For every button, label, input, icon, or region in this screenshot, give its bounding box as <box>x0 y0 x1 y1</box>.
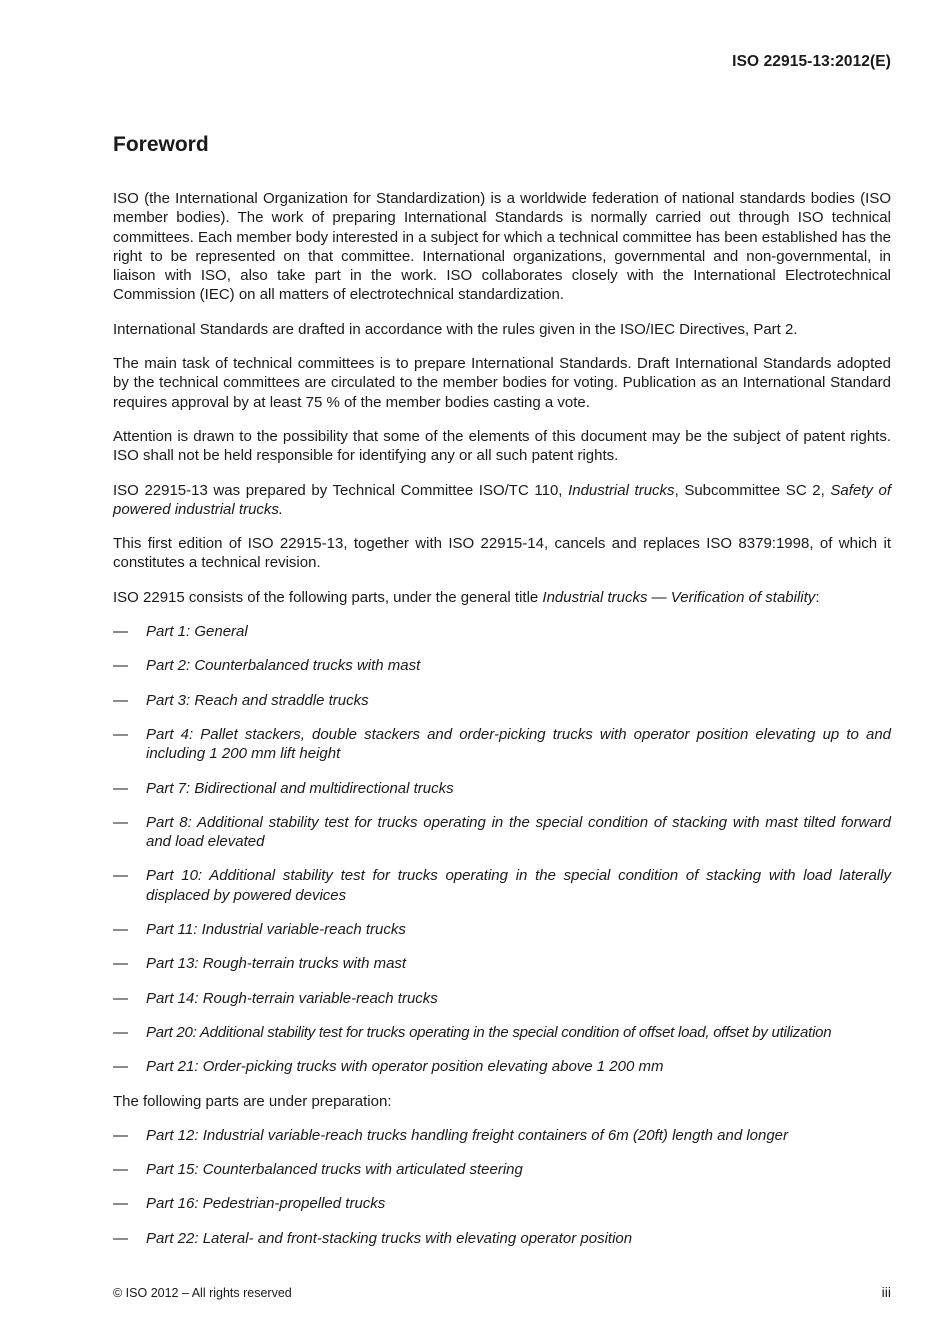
part-title: Part 11: Industrial variable-reach trucks <box>146 921 406 939</box>
part-title: Part 13: Rough-terrain trucks with mast <box>146 955 407 973</box>
part-title: Part 16: Pedestrian-propelled trucks <box>146 1195 386 1213</box>
list-item <box>113 1229 891 1248</box>
part-title: Part 20: Additional stability test for trucks operating in the special condition of offset load, offset by utilization <box>146 1023 832 1041</box>
dash-bullet: — <box>113 779 128 797</box>
dash-bullet: — <box>113 1161 128 1179</box>
committee-text-2: , Subcommittee SC 2, <box>674 481 831 499</box>
list-item <box>113 866 891 905</box>
dash-bullet: — <box>113 1023 128 1041</box>
part-title: Part 10: Additional stability test for trucks operating in the special condition of stacking with load laterally displaced by powered devices <box>146 867 891 904</box>
parts-in-preparation-list <box>113 1126 891 1248</box>
parts-published-list <box>113 622 891 1076</box>
list-item <box>113 954 891 973</box>
dash-bullet: — <box>113 989 128 1007</box>
list-item <box>113 1160 891 1179</box>
list-item <box>113 725 891 764</box>
list-item <box>113 779 891 798</box>
foreword-page <box>113 130 891 1263</box>
list-item <box>113 622 891 641</box>
list-item <box>113 691 891 710</box>
paragraph-iso-intro: ISO (the International Organization for Standardization) is a worldwide federation of national standards bodies (ISO member bodies). The work of preparing International Standards is normally carried out through ISO technical committees. Each member body interested in a subject for which a technical committee has been established has the right to be represented on that committee. International organizations, governmental and non-governmental, in liaison with ISO, also take part in the work. ISO collaborates closely with the International Electrotechnical Commission (IEC) on all matters of electrotechnical standardization. <box>113 190 891 304</box>
dash-bullet: — <box>113 1058 128 1076</box>
document-reference: ISO 22915-13:2012(E) <box>732 53 891 70</box>
committee-name: Industrial trucks <box>568 481 675 499</box>
list-item <box>113 656 891 675</box>
subcommittee-name: Safety of powered industrial trucks. <box>113 481 891 518</box>
part-title: Part 7: Bidirectional and multidirectional trucks <box>146 779 454 797</box>
page-number: iii <box>881 1284 891 1300</box>
dash-bullet: — <box>113 691 128 709</box>
list-item <box>113 1057 891 1076</box>
list-item <box>113 920 891 939</box>
committee-text-1: ISO 22915-13 was prepared by Technical Committee ISO/TC 110, <box>113 481 569 499</box>
footer-copyright: © ISO 2012 – All rights reserved <box>113 1286 292 1300</box>
dash-bullet: — <box>113 623 128 641</box>
part-title: Part 3: Reach and straddle trucks <box>146 691 369 709</box>
part-title: Part 21: Order-picking trucks with operator position elevating above 1 200 mm <box>146 1058 664 1076</box>
list-item <box>113 1194 891 1213</box>
list-item <box>113 1023 891 1042</box>
part-title: Part 14: Rough-terrain variable-reach trucks <box>146 989 438 1007</box>
part-title: Part 2: Counterbalanced trucks with mast <box>146 657 421 675</box>
paragraph-main-task: The main task of technical committees is to prepare International Standards. Draft International Standards adopted by the technical committees are circulated to the member bodies for voting. Publication as an International Standard requires approval by at least 75 % of the member bodies casting a vote. <box>113 355 891 411</box>
dash-bullet: — <box>113 657 128 675</box>
page-title: Foreword <box>113 133 209 156</box>
paragraph-under-preparation: The following parts are under preparation: <box>113 1092 392 1110</box>
part-title: Part 1: General <box>146 623 248 641</box>
list-item <box>113 989 891 1008</box>
part-title: Part 12: Industrial variable-reach trucks handling freight containers of 6m (20ft) length and longer <box>146 1126 789 1144</box>
general-title: Industrial trucks — Verification of stability <box>542 588 816 606</box>
dash-bullet: — <box>113 867 128 885</box>
part-title: Part 22: Lateral- and front-stacking trucks with elevating operator position <box>146 1229 633 1247</box>
dash-bullet: — <box>113 921 128 939</box>
dash-bullet: — <box>113 1195 128 1213</box>
part-title: Part 15: Counterbalanced trucks with articulated steering <box>146 1161 523 1179</box>
dash-bullet: — <box>113 955 128 973</box>
dash-bullet: — <box>113 1126 128 1144</box>
dash-bullet: — <box>113 1229 128 1247</box>
dash-bullet: — <box>113 813 128 831</box>
paragraph-committee <box>113 481 891 520</box>
paragraph-parts-intro <box>113 588 891 607</box>
part-title: Part 8: Additional stability test for trucks operating in the special condition of stacking with mast tilted forward and load elevated <box>146 813 891 851</box>
part-title: Part 4: Pallet stackers, double stackers and order-picking trucks with operator position elevating up to and including 1 200 mm lift height <box>146 725 891 763</box>
paragraph-directives: International Standards are drafted in accordance with the rules given in the ISO/IEC Directives, Part 2. <box>113 320 798 338</box>
list-item <box>113 1126 891 1145</box>
parts-intro-text: ISO 22915 consists of the following parts, under the general title <box>113 588 543 606</box>
dash-bullet: — <box>113 725 128 743</box>
parts-intro-colon: : <box>815 588 820 606</box>
paragraph-patent-notice: Attention is drawn to the possibility that some of the elements of this document may be the subject of patent rights. ISO shall not be held responsible for identifying any or all such patent rights. <box>113 427 891 465</box>
paragraph-edition: This first edition of ISO 22915-13, together with ISO 22915-14, cancels and replaces ISO 8379:1998, of which it constitutes a technical revision. <box>113 535 891 572</box>
list-item <box>113 813 891 852</box>
